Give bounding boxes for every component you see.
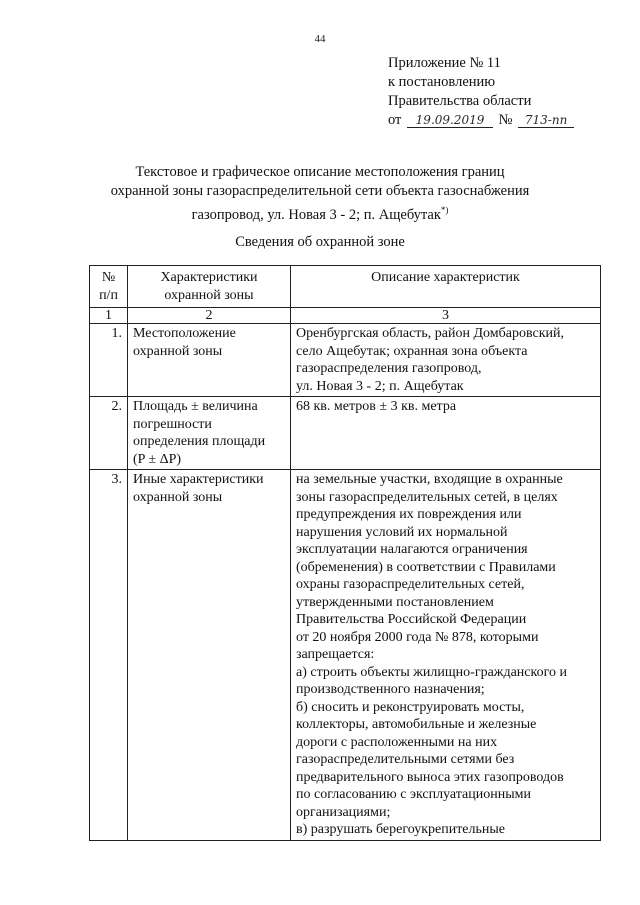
table-row <box>90 470 601 841</box>
section-subtitle: Сведения об охранной зоне <box>235 234 405 250</box>
zone-info-table <box>89 265 601 841</box>
row-description <box>291 470 601 841</box>
text-line: запрещается: <box>296 647 375 662</box>
row-number: 1. <box>90 324 128 397</box>
text-line: утвержденными постановлением <box>296 594 494 610</box>
header-characteristic-line: Характеристики <box>160 270 258 285</box>
number-sign: № <box>498 112 513 128</box>
text-line: коллекторы, автомобильные и железные <box>296 717 537 732</box>
title-line-3 <box>0 201 640 225</box>
text-line: газораспределения газопровод, <box>296 361 482 376</box>
table-row <box>90 397 601 470</box>
header-characteristic <box>128 266 291 308</box>
text-line: Местоположение <box>133 326 236 341</box>
table-row <box>90 324 601 397</box>
column-index: 2 <box>128 308 291 324</box>
title-line-1: Текстовое и графическое описание местоположения границ <box>135 164 505 180</box>
column-index: 3 <box>291 308 601 324</box>
text-line: а) строить объекты жилищно-гражданского и <box>296 664 567 680</box>
text-line: определения площади <box>133 434 266 449</box>
appendix-line-1: Приложение № 11 <box>388 55 501 71</box>
text-line: эксплуатации налагаются ограничения <box>296 542 528 557</box>
text-line: в) разрушать берегоукрепительные <box>296 822 506 837</box>
text-line: 68 кв. метров ± 3 кв. метра <box>296 399 457 414</box>
row-characteristic <box>128 324 291 397</box>
text-line: охраны газораспределительных сетей, <box>296 577 525 592</box>
table-header-row <box>90 266 601 308</box>
text-line: нарушения условий их нормальной <box>296 524 508 540</box>
column-index-row <box>90 308 601 324</box>
text-line: газораспределительными сетями без <box>296 752 515 767</box>
from-label: от <box>388 112 402 128</box>
header-description-line: Описание характеристик <box>371 270 520 285</box>
header-number-line: № <box>101 270 116 285</box>
title-line-2: охранной зоны газораспределительной сети объекта газоснабжения <box>110 183 530 199</box>
text-line: погрешности <box>133 416 212 432</box>
text-line: предварительного выноса этих газопроводов <box>296 769 564 785</box>
text-line: по согласованию с эксплуатационными <box>296 787 531 802</box>
title-line-3-text: газопровод, ул. Новая 3 - 2; п. Ащебутак <box>191 206 441 223</box>
row-number: 3. <box>90 470 128 841</box>
header-description <box>291 266 601 308</box>
text-line: Площадь ± величина <box>133 399 258 414</box>
text-line: Оренбургская область, район Домбаровский, <box>296 326 565 341</box>
text-line: село Ащебутак; охранная зона объекта <box>296 343 528 359</box>
text-line: от 20 ноября 2000 года № 878, которыми <box>296 629 539 645</box>
text-line: Правительства Российской Федерации <box>296 612 527 627</box>
row-description <box>291 397 601 470</box>
row-number: 2. <box>90 397 128 470</box>
handwritten-date: 19.09.2019 <box>407 113 493 128</box>
text-line: охранной зоны <box>133 489 223 505</box>
text-line: (P ± ΔP) <box>133 451 182 467</box>
text-line: (обременения) в соответствии с Правилами <box>296 559 556 575</box>
text-line: предупреждения их повреждения или <box>296 507 522 522</box>
text-line: организациями; <box>296 804 391 820</box>
appendix-line-3: Правительства области <box>388 93 532 109</box>
handwritten-number: 713-пп <box>518 113 574 128</box>
column-index: 1 <box>90 308 128 324</box>
text-line: Иные характеристики <box>133 472 264 487</box>
text-line: зоны газораспределительных сетей, в целях <box>296 489 558 505</box>
row-characteristic <box>128 470 291 841</box>
document-title <box>0 163 640 225</box>
appendix-date-row <box>388 111 576 130</box>
header-number-line: п/п <box>99 287 118 303</box>
row-description <box>291 324 601 397</box>
footnote-mark: *) <box>440 205 449 215</box>
page-number: 44 <box>314 33 326 45</box>
header-number <box>90 266 128 308</box>
header-characteristic-line: охранной зоны <box>164 287 254 303</box>
appendix-line-2: к постановлению <box>388 74 496 90</box>
text-line: б) сносить и реконструировать мосты, <box>296 699 525 715</box>
text-line: на земельные участки, входящие в охранные <box>296 472 563 487</box>
appendix-header <box>388 54 576 130</box>
text-line: дороги с расположенными на них <box>296 734 498 750</box>
text-line: ул. Новая 3 - 2; п. Ащебутак <box>296 378 464 394</box>
text-line: охранной зоны <box>133 343 223 359</box>
row-characteristic <box>128 397 291 470</box>
text-line: производственного назначения; <box>296 682 485 697</box>
